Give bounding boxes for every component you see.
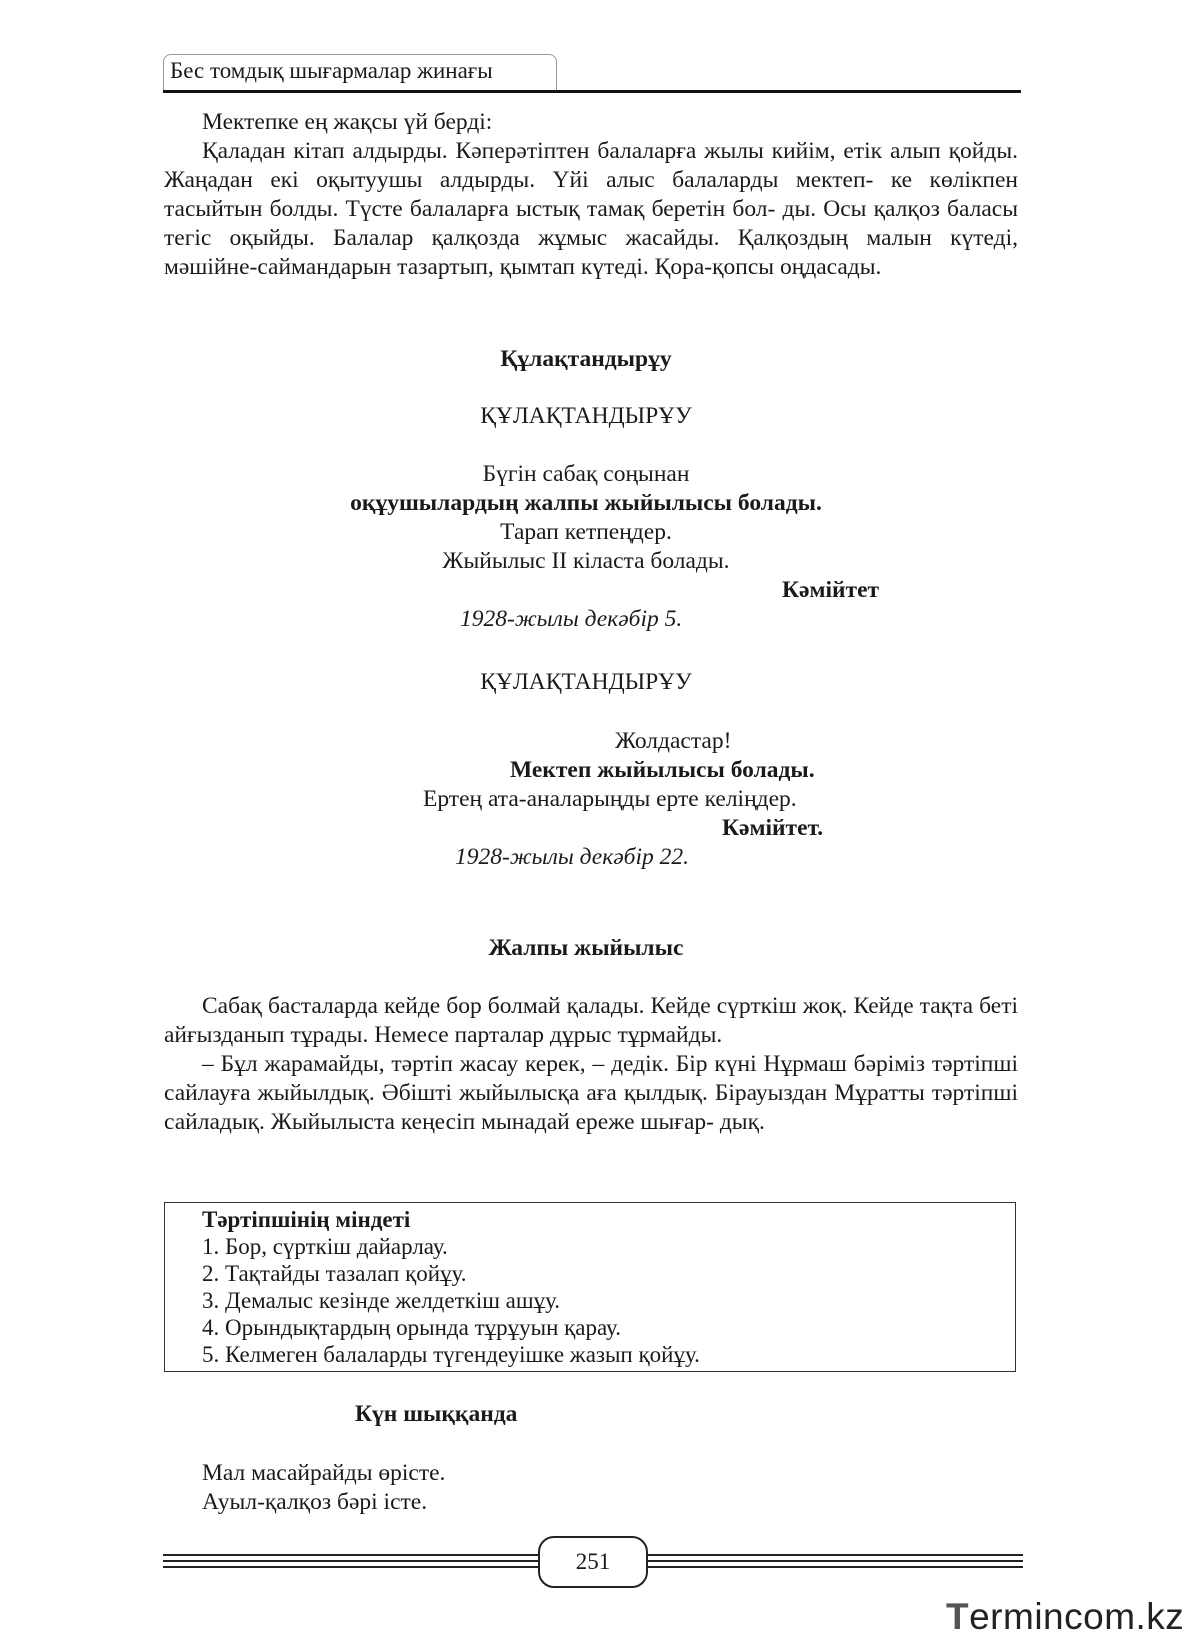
notice1-heading: ҚҰЛАҚТАНДЫРҰУ [480, 403, 692, 429]
notice2-line: Жолдастар! [615, 728, 732, 754]
notice1-signature: Кәмійтет [782, 577, 880, 603]
notice2-line: Ертең ата-аналарыңды ерте келіңдер. [423, 786, 797, 812]
header-rule [163, 90, 1021, 93]
assembly-paragraph: – Бұл жарамайды, тәртіп жасау керек, – дедік. Бір күні Нұрмаш бәріміз тәртіпші сайлауға жыйылдық. Әбішті жыйылысқа аға қылдық. Бірауыздан Мұратты тәртіпші сайладық. Жыйылыста кеңесіп мынадай ереже шығар- дық. [164, 1051, 1018, 1135]
poem-line: Ауыл-қалқоз бәрі істе. [202, 1489, 428, 1515]
notice2-signature: Кәмійтет. [722, 815, 824, 841]
intro-block [164, 108, 1018, 282]
running-header: Бес томдық шығармалар жинағы [170, 58, 493, 83]
notice1-line: оқұушылардың жалпы жыйылысы болады. [350, 490, 822, 516]
notice2-heading: ҚҰЛАҚТАНДЫРҰУ [480, 669, 692, 695]
intro-paragraph: Қаладан кітап алдырды. Кәперәтіптен балаларға жылы кийім, етік алып қойды. Жаңадан екі оқытуушы алдырды. Үйі алыс балаларды мектеп- ке көлікпен тасыйтын болды. Түсте балаларға ыстық тамақ беретін бол- ды. Осы қалқоз баласы тегіс оқыйды. Балалар қалқозда жұмыс жасайды. Қалқоздың малын күтеді, мәшійне-саймандарын тазартып, қымтап күтеді. Қора-қопсы оңдасады. [164, 138, 1018, 280]
notice1-line: Бүгін сабақ соңынан [482, 461, 690, 487]
duty-item: 5. Келмеген балаларды түгендеуішке жазып қойұу. [202, 1342, 700, 1367]
duties-title: Тәртіпшінің міндеті [202, 1207, 411, 1232]
page-number [538, 1536, 648, 1588]
notice1-date: 1928-жылы декәбір 5. [460, 606, 683, 632]
watermark-text: ermincom.kz [969, 1596, 1184, 1637]
duty-item: 3. Демалыс кезінде желдеткіш ашұу. [202, 1288, 561, 1313]
duty-item: 1. Бор, сүрткіш дайарлау. [202, 1234, 448, 1259]
duty-item: 2. Тақтайды тазалап қойұу. [202, 1261, 467, 1286]
section-title-announcement: Құлақтандырұу [500, 346, 672, 372]
notice2-date: 1928-жылы декәбір 22. [455, 844, 690, 870]
section-title-assembly: Жалпы жыйылыс [488, 935, 684, 961]
watermark-initial: T [946, 1596, 970, 1637]
notice1-line: Тарап кетпеңдер. [500, 519, 672, 545]
intro-line: Мектепке ең жақсы үй берді: [202, 109, 493, 135]
assembly-paragraph: Сабақ басталарда кейде бор болмай қалады. Кейде сүрткіш жоқ. Кейде тақта беті айғызданып тұрады. Немесе парталар дұрыс тұрмайды. [164, 993, 1018, 1048]
page-number-label: 251 [575, 1549, 611, 1574]
watermark-logo [946, 1596, 1184, 1638]
section-title-sunrise: Күн шыққанда [355, 1401, 518, 1427]
poem-line: Мал масайрайды өрісте. [202, 1460, 446, 1486]
notice1-line: Жыйылыс II кіласта болады. [442, 548, 730, 574]
duty-item: 4. Орындықтардың орында тұрұуын қарау. [202, 1315, 622, 1340]
assembly-text [164, 992, 1018, 1137]
notice2-line: Мектеп жыйылысы болады. [510, 757, 815, 783]
